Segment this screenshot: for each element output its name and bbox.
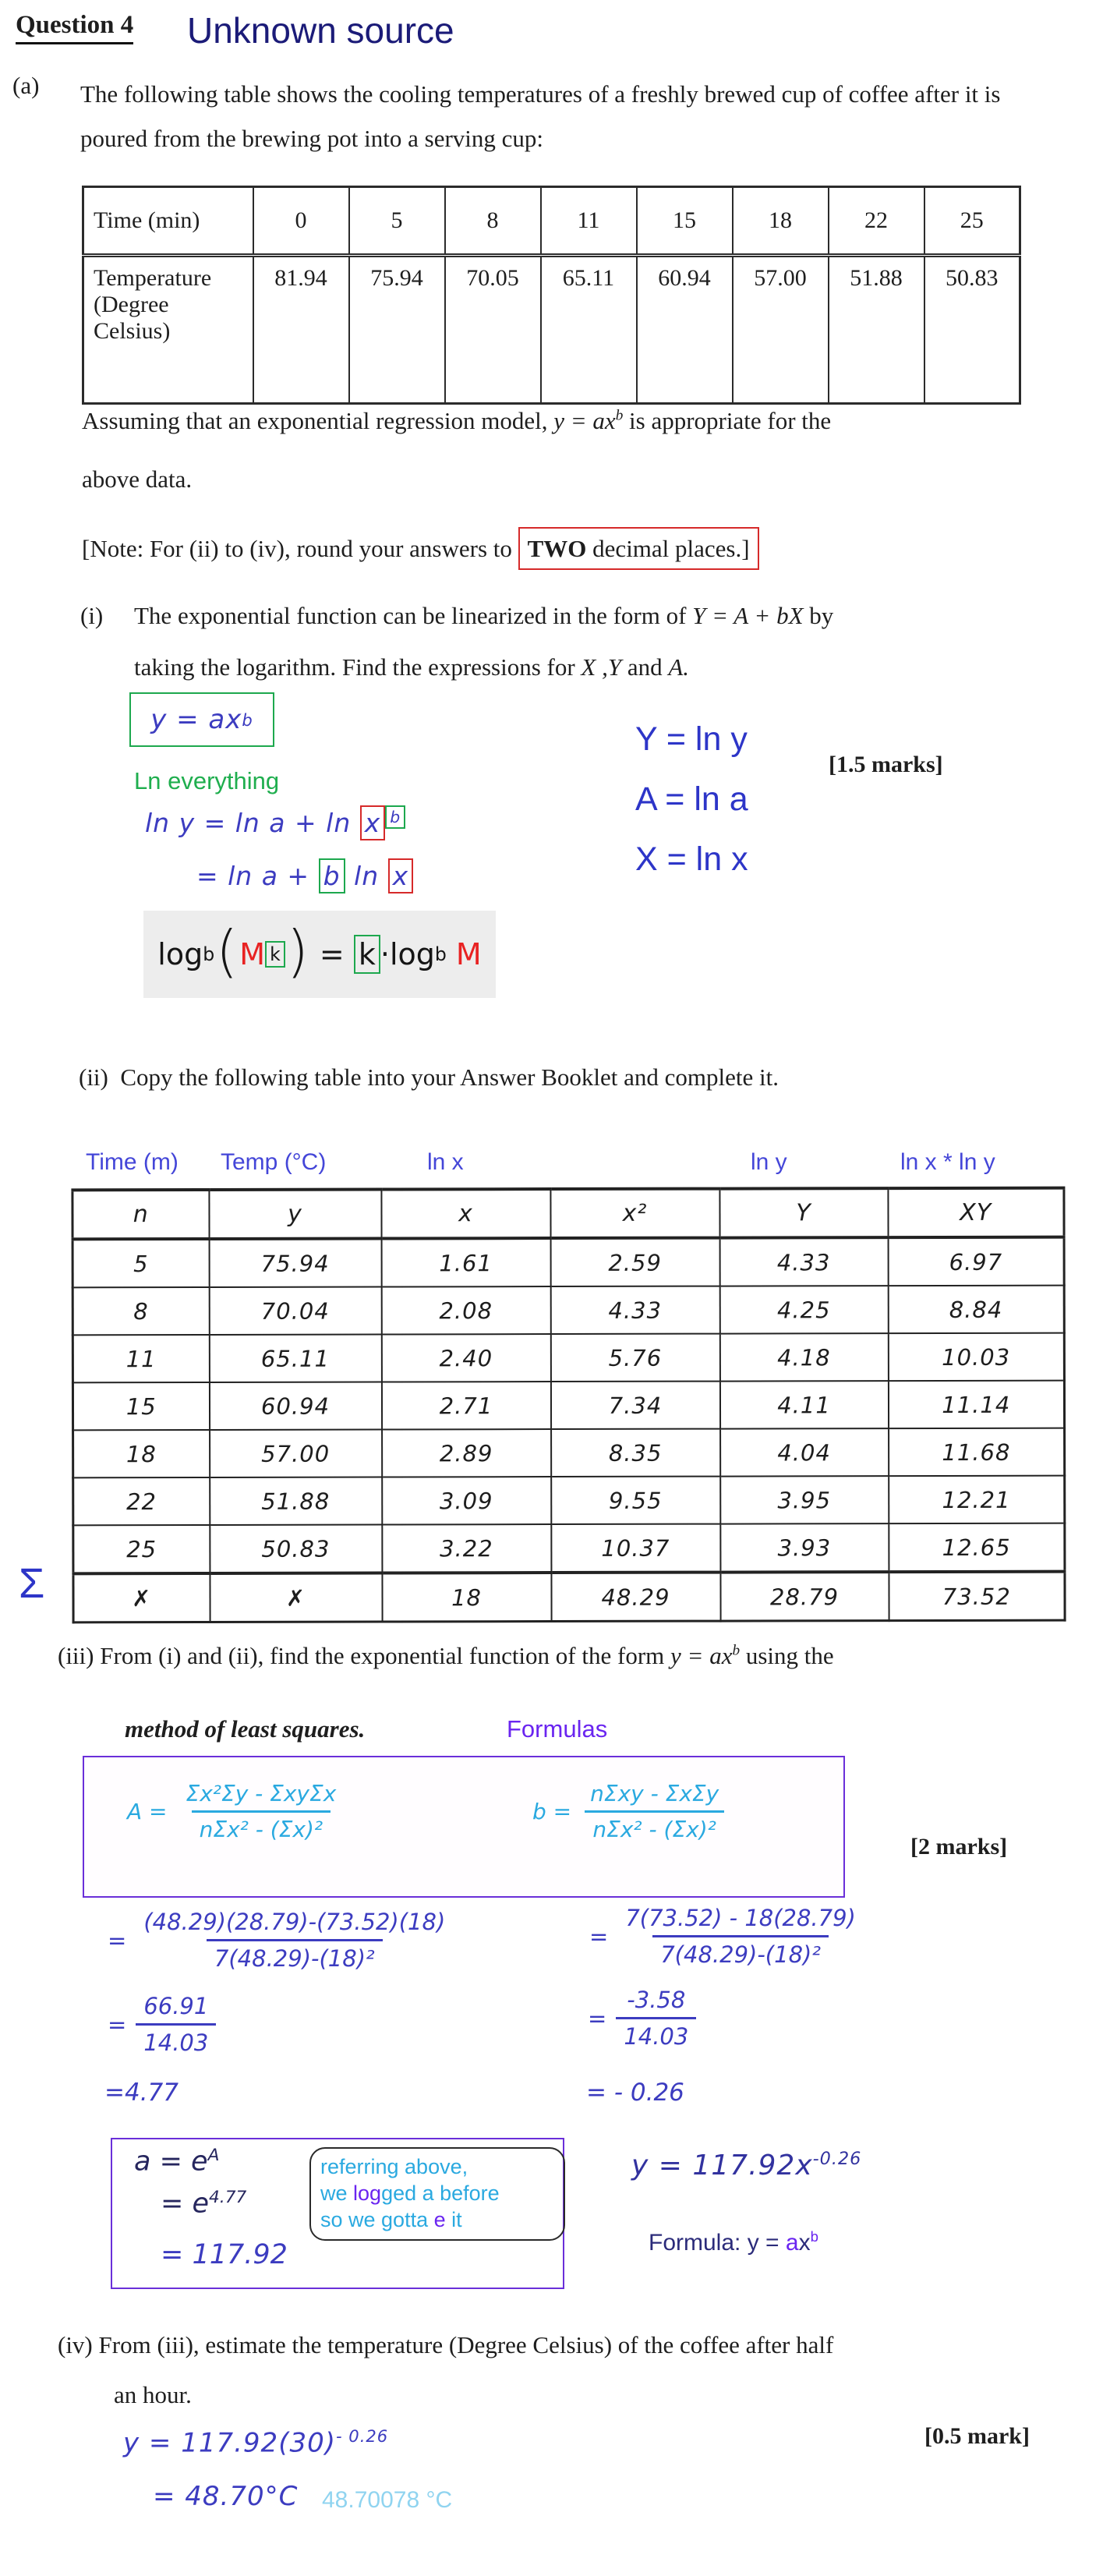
part-iii-line1: (iii) From (i) and (ii), find the exponential function of the form $y = ax^b$ using the <box>58 1642 834 1669</box>
formula-A: A = $\frac{\text{Σx²Σy - ΣxyΣx}}{\text{nΣx² - (Σx)²}}$ <box>127 1781 337 1842</box>
time-value: 15 <box>637 187 733 256</box>
col-label-lnxlny: ln x * ln y <box>900 1149 995 1175</box>
calc-A-result: =4.77 <box>104 2079 179 2107</box>
time-value: 18 <box>733 187 829 256</box>
green-box-b: b <box>319 858 345 893</box>
hand-line-lny: ln y = ln a + ln x $^b$ <box>145 808 405 838</box>
hand-line-lny2: = ln a + b ln x <box>196 861 413 891</box>
def-Y: Y = ln y <box>635 720 748 758</box>
table-row <box>83 256 1020 404</box>
table-row: 25 50.83 3.22 10.37 3.93 12.65 <box>73 1523 1065 1574</box>
col-label-lnx: ln x <box>427 1149 464 1175</box>
temp-value: 65.11 <box>541 256 637 404</box>
linearization-definitions <box>635 709 748 890</box>
time-value: 22 <box>829 187 924 256</box>
green-box-k: k <box>265 941 285 968</box>
table-row: 18 57.00 2.89 8.35 4.04 11.68 <box>73 1428 1065 1478</box>
marks-badge-iii: [2 marks] <box>910 1834 1008 1859</box>
part-iv-line1: (iv) From (iii), estimate the temperature (Degree Celsius) of the coffee after half <box>58 2331 834 2358</box>
calc-b-step1: = $\frac{7(73.52) - 18(28.79)}{\text{7(48.29)-(18)²}}$ <box>589 1905 856 1968</box>
col-label-time: Time (m) <box>86 1149 179 1175</box>
temp-value: 57.00 <box>733 256 829 404</box>
formula-b: b = $\frac{\text{nΣxy - ΣxΣy}}{\text{nΣx² - (Σx)²}}$ <box>532 1781 726 1842</box>
temp-value: 70.05 <box>445 256 541 404</box>
marks-badge-i: [1.5 marks] <box>829 752 943 777</box>
table-row: 22 51.88 3.09 9.55 3.95 12.21 <box>73 1476 1065 1526</box>
least-squares-formula-box <box>83 1756 845 1898</box>
calc-A-step1: = $\frac{(48.29)(28.79)-(73.52)(18)}{\text{7(48.29)-(18)²}}$ <box>108 1909 446 1972</box>
part-a-label: (a) <box>12 72 40 99</box>
part-i-line1: The exponential function can be linearized in the form of Y = A + bX by <box>134 602 834 629</box>
green-box-k: k <box>354 935 380 974</box>
time-value: 8 <box>445 187 541 256</box>
table-row <box>83 187 1020 256</box>
time-row-label: Time (min) <box>83 187 253 256</box>
temp-value: 81.94 <box>253 256 349 404</box>
a-line2: = $e^{4.77}$ <box>161 2188 247 2220</box>
temp-value: 60.94 <box>637 256 733 404</box>
cooling-data-table <box>82 186 1021 405</box>
red-box-x: x <box>360 805 386 840</box>
temp-value: 51.88 <box>829 256 924 404</box>
part-a-text: The following table shows the cooling temperatures of a freshly brewed cup of coffee after it is poured from the brewing pot into a serving cup: <box>80 80 1001 152</box>
ln-everything-note: Ln everything <box>134 767 280 794</box>
final-substitution: $y = 117.92(30)^{- 0.26}$ <box>123 2426 389 2459</box>
source-title: Unknown source <box>187 10 454 51</box>
result-function-handwriting: $y = 117.92x^{-0.26}$ <box>631 2149 862 2181</box>
table-row: n y x x² Y XY <box>72 1188 1064 1240</box>
boxed-model-handwriting: y = ax b <box>129 692 274 747</box>
temp-value: 50.83 <box>924 256 1020 404</box>
calc-b-result: = - 0.26 <box>586 2079 684 2107</box>
col-label-lny: ln y <box>751 1149 787 1175</box>
assumption-line1: Assuming that an exponential regression model, $y = ax^b$ is appropriate for the <box>82 407 832 434</box>
result-formula-printed: Formula: $y = ax^b$ <box>649 2228 818 2256</box>
part-i-line2: taking the logarithm. Find the expressions for X ,Y and A. <box>134 653 690 681</box>
time-value: 25 <box>924 187 1020 256</box>
part-ii-text: (ii) Copy the following table into your Answer Booklet and complete it. <box>79 1063 779 1091</box>
part-i-label: (i) <box>80 602 104 629</box>
sigma-symbol: Σ <box>19 1560 45 1607</box>
table-row: 8 70.04 2.08 4.33 4.25 8.84 <box>72 1286 1064 1336</box>
least-squares-phrase: method of least squares. <box>125 1715 366 1743</box>
red-highlight-box: TWO decimal places.] <box>518 527 759 570</box>
table-row: 15 60.94 2.71 7.34 4.11 11.14 <box>72 1381 1064 1431</box>
a-exponentiation-box <box>111 2138 564 2289</box>
time-value: 5 <box>349 187 445 256</box>
a-line1: $a = e^A$ <box>134 2146 220 2178</box>
a-line3: = 117.92 <box>161 2239 288 2270</box>
final-answer-typed: 48.70078 °C <box>322 2487 453 2513</box>
def-A: A = ln a <box>635 780 748 818</box>
marks-badge-iv: [0.5 mark] <box>924 2423 1030 2449</box>
assumption-line2: above data. <box>82 465 193 493</box>
green-box-b: b <box>385 805 405 829</box>
table-row: 5 75.94 1.61 2.59 4.33 6.97 <box>72 1237 1064 1288</box>
model-formula: $y = ax^b$ <box>553 407 624 434</box>
time-value: 11 <box>541 187 637 256</box>
question-title: Question 4 <box>16 11 133 44</box>
calc-A-step2: = $\frac{66.91}{14.03}$ <box>108 1993 216 2056</box>
time-value: 0 <box>253 187 349 256</box>
table-row: 11 65.11 2.40 5.76 4.18 10.03 <box>72 1333 1064 1383</box>
def-X: X = ln x <box>635 840 748 878</box>
part-iv-line2: an hour. <box>114 2381 192 2408</box>
final-answer-handwriting: = 48.70°C <box>153 2481 299 2512</box>
red-box-x: x <box>388 858 414 893</box>
sigma-row: ✗ ✗ 18 48.29 28.79 73.52 <box>73 1572 1065 1622</box>
calc-b-step2: = $\frac{-3.58}{14.03}$ <box>588 1987 696 2050</box>
col-label-temp: Temp (°C) <box>221 1149 327 1175</box>
temp-value: 75.94 <box>349 256 445 404</box>
formulas-label: Formulas <box>507 1715 608 1743</box>
worksheet-table <box>71 1187 1066 1624</box>
rounding-note: [Note: For (ii) to (iv), round your answers to TWO decimal places.] <box>82 535 759 563</box>
log-power-identity: log b ( M k ) = k · log b M <box>143 911 496 998</box>
temperature-row-label: Temperature (Degree Celsius) <box>83 256 253 404</box>
annotation-note: referring above, we logged a before so we gotta e it <box>309 2147 565 2241</box>
